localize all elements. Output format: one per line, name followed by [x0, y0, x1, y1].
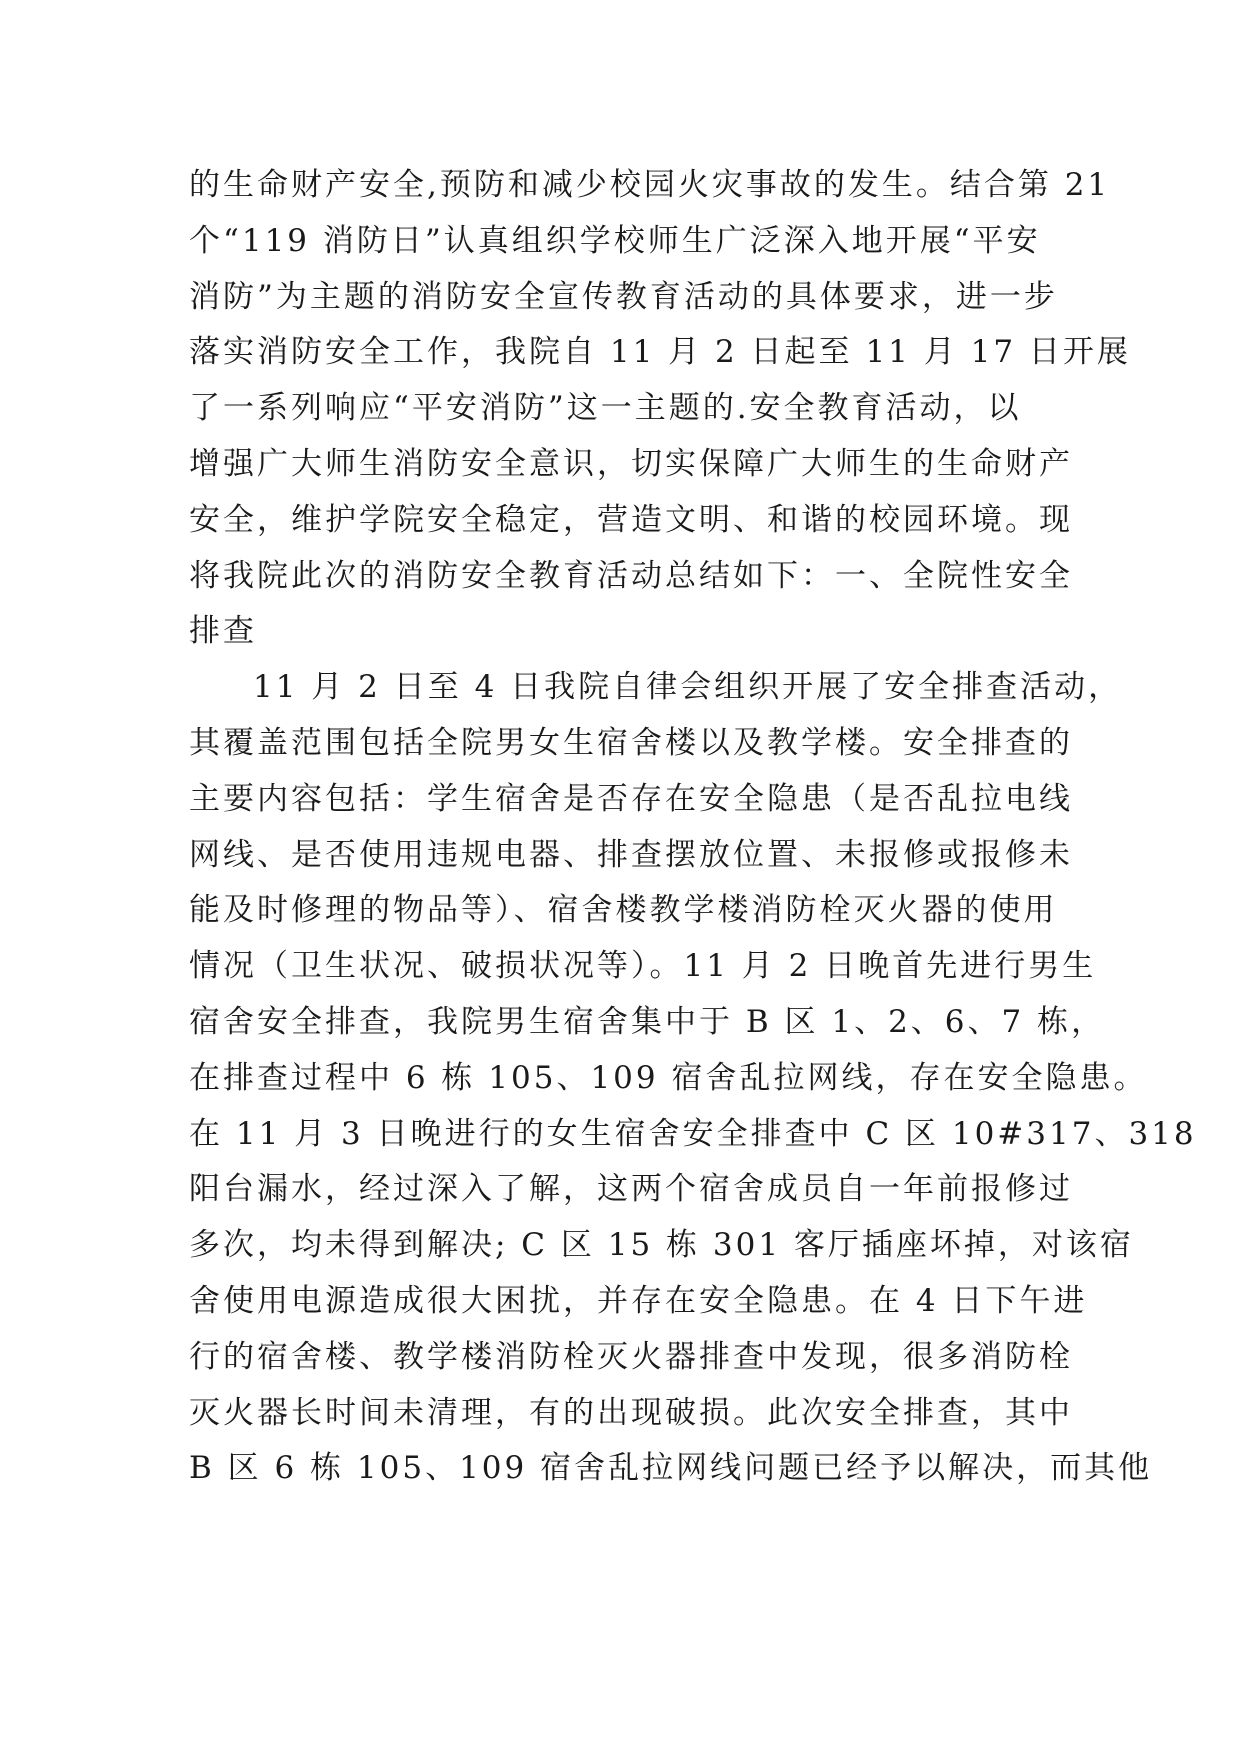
- text-line: 舍使用电源造成很大困扰，并存在安全隐患。在 4 日下午进: [189, 1282, 1088, 1319]
- paragraph-safety-inspection: [189, 660, 1197, 1497]
- text-line: 消防”为主题的消防安全宣传教育活动的具体要求，进一步: [189, 278, 1058, 315]
- text-line: 宿舍安全排查，我院男生宿舍集中于 B 区 1、2、6、7 栋，: [189, 1003, 1106, 1040]
- text-line: 灭火器长时间未清理，有的出现破损。此次安全排查，其中: [189, 1394, 1073, 1431]
- text-line: 多次，均未得到解决; C 区 15 栋 301 客厅插座坏掉，对该宿: [189, 1227, 1134, 1264]
- text-line: 了一系列响应“平安消防”这一主题的.安全教育活动，以: [189, 390, 1022, 427]
- document-body: [189, 158, 1197, 1497]
- text-line: 落实消防安全工作，我院自 11 月 2 日起至 11 月 17 日开展: [189, 334, 1131, 371]
- text-line: 能及时修理的物品等）、宿舍楼教学楼消防栓灭火器的使用: [189, 892, 1058, 929]
- text-line: B 区 6 栋 105、109 宿舍乱拉网线问题已经予以解决，而其他: [189, 1450, 1153, 1487]
- text-line: 安全，维护学院安全稳定，营造文明、和谐的校园环境。现: [189, 501, 1073, 538]
- text-line: 情况（卫生状况、破损状况等）。11 月 2 日晚首先进行男生: [189, 948, 1097, 985]
- text-line: 在 11 月 3 日晚进行的女生宿舍安全排查中 C 区 10#317、318: [189, 1115, 1197, 1152]
- paragraph-intro: [189, 158, 1131, 660]
- text-line: 排查: [189, 613, 257, 650]
- text-line: 行的宿舍楼、教学楼消防栓灭火器排查中发现，很多消防栓: [189, 1338, 1073, 1375]
- text-line: 网线、是否使用违规电器、排查摆放位置、未报修或报修未: [189, 836, 1073, 873]
- text-line: 其覆盖范围包括全院男女生宿舍楼以及教学楼。安全排查的: [189, 724, 1073, 761]
- text-line: 将我院此次的消防安全教育活动总结如下：一、全院性安全: [189, 557, 1073, 594]
- text-line: 增强广大师生消防安全意识，切实保障广大师生的生命财产: [189, 445, 1073, 482]
- text-line: 个“119 消防日”认真组织学校师生广泛深入地开展“平安: [189, 222, 1041, 259]
- text-line: 11 月 2 日至 4 日我院自律会组织开展了安全排查活动，: [253, 669, 1123, 706]
- text-line: 在排查过程中 6 栋 105、109 宿舍乱拉网线，存在安全隐患。: [189, 1059, 1148, 1096]
- text-line: 阳台漏水，经过深入了解，这两个宿舍成员自一年前报修过: [189, 1171, 1073, 1208]
- text-line: 的生命财产安全,预防和减少校园火灾事故的发生。结合第 21: [189, 167, 1111, 203]
- text-line: 主要内容包括：学生宿舍是否存在安全隐患（是否乱拉电线: [189, 780, 1073, 817]
